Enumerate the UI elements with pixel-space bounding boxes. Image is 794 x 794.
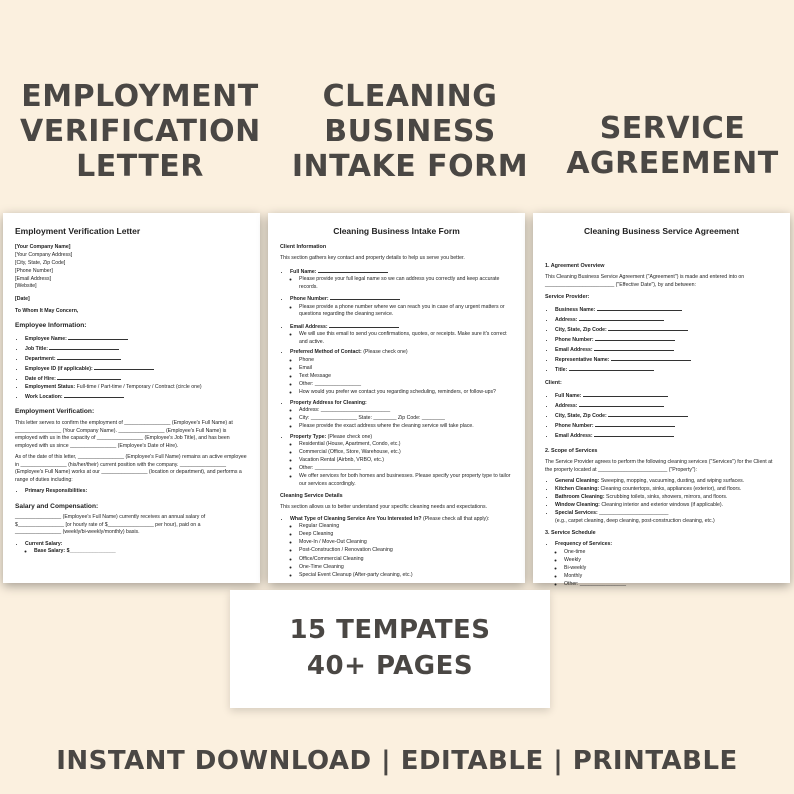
- list-item: ◦ Regular Cleaning: [299, 523, 513, 531]
- list-item: [555, 391, 778, 401]
- field-label: Employee ID (if applicable):: [25, 365, 93, 372]
- address-line: [Your Company Name]: [15, 244, 71, 251]
- list-item: [555, 305, 778, 315]
- list-item: [555, 315, 778, 325]
- list-item: ◦ Other: ________________: [564, 581, 778, 589]
- list-item: [555, 411, 778, 421]
- heading-line: CLEANING: [322, 79, 498, 114]
- field-text: Cleaning interior and exterior windows (if applicable).: [599, 502, 724, 509]
- heading-line: BUSINESS: [324, 113, 496, 149]
- section-heading: Employment Verification:: [15, 408, 95, 416]
- list-item: [555, 541, 778, 588]
- field-label: Email Address:: [555, 432, 593, 439]
- fill-line: [68, 334, 128, 340]
- field-label: Work Location:: [25, 393, 63, 400]
- list-item: ◦ Other: ________________: [299, 381, 513, 389]
- list-item: [25, 354, 248, 364]
- section-heading: Cleaning Service Details: [280, 493, 343, 500]
- field-label: Representative Name:: [555, 357, 610, 364]
- list-item: [555, 502, 778, 510]
- field-label: Special Services:: [555, 510, 598, 517]
- document-title: Cleaning Business Intake Form: [333, 226, 460, 236]
- field-label: Employment Status:: [25, 383, 76, 390]
- list-item: [25, 541, 248, 556]
- list-item: • Primary Responsibilities:: [25, 488, 248, 496]
- heading-line: EMPLOYMENT: [21, 79, 259, 114]
- section-heading: Client Information: [280, 244, 327, 251]
- field-label: Address:: [555, 402, 578, 409]
- field-label: Current Salary:: [25, 540, 63, 547]
- section-heading: Salary and Compensation:: [15, 502, 99, 510]
- list-item: ◦ Deep Cleaning: [299, 531, 513, 539]
- fill-line: [595, 421, 675, 427]
- document-preview-service-agreement: [533, 213, 790, 587]
- heading-line: VERIFICATION: [20, 113, 261, 149]
- list-item: [555, 401, 778, 411]
- list-item: ◦ Vacation Rental (Airbnb, VRBO, etc.): [299, 457, 513, 465]
- paragraph: The Service Provider agrees to perform the following cleaning services ("Services") for the Client at the property located at ________________________ ("Property"):: [545, 459, 773, 473]
- sub-list: [290, 304, 513, 319]
- provider-field-list: [545, 305, 778, 375]
- sub-list: [290, 407, 513, 431]
- list-item: ◦ Move-In / Move-Out Cleaning: [299, 539, 513, 547]
- list-item: [25, 374, 248, 384]
- heading-employment-verification-letter: [20, 80, 260, 184]
- fill-line: [594, 345, 674, 351]
- address-line: [City, State, Zip Code]: [15, 259, 66, 266]
- list-item: ◦ Address: ________________________: [299, 407, 513, 415]
- field-text: Scrubbing toilets, sinks, showers, mirrors, and floors.: [604, 494, 728, 501]
- list-item: [555, 494, 778, 502]
- list-item: ◦ City: ________________ State: ________ Zip Code: ________: [299, 415, 513, 423]
- list-item: [25, 384, 248, 392]
- sub-list: [290, 276, 513, 291]
- field-label: Business Name:: [555, 307, 596, 314]
- field-label: Email Address:: [555, 347, 593, 354]
- page-count-text: 40+ PAGES: [306, 651, 474, 681]
- template-count-text: 15 TEMPATES: [289, 615, 491, 645]
- list-item: ◦ Special Event Cleanup (After-party cleaning, etc.): [299, 572, 513, 580]
- field-label: What Type of Cleaning Service Are You Interested In?: [290, 515, 422, 522]
- field-label: Employee Name:: [25, 335, 67, 342]
- field-label: Full Name:: [555, 392, 582, 399]
- list-item: [555, 365, 778, 375]
- list-item: [555, 510, 778, 525]
- sub-list: [290, 523, 513, 579]
- document-preview-employment-letter: [3, 213, 260, 583]
- field-label: Department:: [25, 355, 56, 362]
- list-item: [290, 400, 513, 431]
- field-text: (Please check one): [326, 433, 373, 440]
- fill-line: [94, 364, 154, 370]
- document-title: Employment Verification Letter: [15, 226, 141, 236]
- fill-line: [594, 431, 674, 437]
- fill-line: [330, 294, 400, 300]
- list-item: [290, 434, 513, 489]
- sub-list: [25, 548, 248, 556]
- list-item: [25, 334, 248, 344]
- list-item: ◦ We offer services for both homes and businesses. Please specify your property type to tailor our services accordingly.: [299, 473, 513, 488]
- list-item: ◦ Base Salary: $________________: [34, 548, 248, 556]
- field-text: (Please check all that apply):: [421, 515, 490, 522]
- field-label: Email Address:: [290, 323, 328, 330]
- list-item: ◦ Commercial (Office, Store, Warehouse, etc.): [299, 449, 513, 457]
- responsibility-list: [15, 488, 248, 496]
- fill-line: [608, 411, 688, 417]
- fill-line: [57, 354, 121, 360]
- field-label: Phone Number:: [290, 296, 329, 303]
- fill-line: [611, 355, 691, 361]
- list-item: ◦ Office/Commercial Cleaning: [299, 556, 513, 564]
- heading-line: SERVICE: [599, 111, 746, 146]
- fill-line: [579, 315, 664, 321]
- field-label: Kitchen Cleaning:: [555, 486, 600, 493]
- list-item: ◦ Please provide the exact address where the cleaning service will take place.: [299, 423, 513, 431]
- section-heading: 3. Service Schedule: [545, 530, 596, 537]
- schedule-list: [545, 541, 778, 588]
- field-text: Sweeping, mopping, vacuuming, dusting, and wiping surfaces.: [599, 478, 745, 485]
- fill-line: [64, 392, 124, 398]
- paragraph: ________________ (Employee's Full Name) currently receives an annual salary of $________________ [or hourly rate of $________________ per hour), paid on a ________________ (weekly/bi-weekly/monthly) basis.: [15, 514, 206, 536]
- list-item: [555, 421, 778, 431]
- list-item: ◦ Residential (House, Apartment, Condo, etc.): [299, 441, 513, 449]
- section-heading: Employee Information:: [15, 322, 87, 330]
- fill-line: [49, 344, 119, 350]
- field-label: City, State, Zip Code:: [555, 327, 607, 334]
- list-item: [25, 364, 248, 374]
- list-item: [290, 349, 513, 396]
- field-label: Frequency of Services:: [555, 541, 613, 548]
- fill-line: [318, 267, 388, 273]
- address-line: [Website]: [15, 283, 37, 290]
- list-item: [555, 355, 778, 365]
- list-item: [555, 486, 778, 494]
- field-text: ________________________: [597, 510, 669, 517]
- list-item: [555, 431, 778, 441]
- list-item: ◦ Email: [299, 365, 513, 373]
- heading-line: AGREEMENT: [566, 145, 779, 181]
- field-label: Address:: [555, 317, 578, 324]
- list-item: ◦ Weekly: [564, 557, 778, 565]
- field-text: Cleaning countertops, sinks, appliances (exterior), and floors.: [599, 486, 742, 493]
- list-item: ◦ Post-Construction / Renovation Cleaning: [299, 547, 513, 555]
- list-item: ◦ Bi-weekly: [564, 565, 778, 573]
- party-label: Service Provider:: [545, 294, 590, 301]
- field-label: General Cleaning:: [555, 478, 600, 485]
- list-item: [290, 294, 513, 319]
- service-type-list: [280, 516, 513, 579]
- address-line: [Your Company Address]: [15, 252, 73, 259]
- salutation: To Whom It May Concern,: [15, 307, 79, 314]
- paragraph: This letter serves to confirm the employment of ________________ (Employee's Full Name) at ________________ (Your Company Name). ________________ (Employee's Full Name) is employed with us in the capacity of ________________ (Employee's Job Title), and has been employed with us since ________________ (Employee's Date of Hire).: [15, 419, 233, 449]
- field-label: Full Name:: [290, 268, 317, 275]
- fill-line: [583, 391, 668, 397]
- sub-list: [555, 549, 778, 589]
- paragraph: As of the date of this letter, ________________ (Employee's Full Name) remains an active employee in ________________ (his/her/their) current position with the company. ________________ (Employee's Full Name) works at our ________________ (location or department), and performs a range of duties including:: [15, 454, 247, 483]
- field-label: Preferred Method of Contact:: [290, 349, 362, 356]
- field-label: Phone Number:: [555, 337, 594, 344]
- heading-cleaning-intake-form: [290, 80, 530, 184]
- list-item: [290, 267, 513, 292]
- field-label: Date of Hire:: [25, 375, 56, 382]
- section-heading: 2. Scope of Services: [545, 448, 598, 455]
- field-label: Window Cleaning:: [555, 502, 600, 509]
- document-preview-intake-form: [268, 213, 525, 583]
- services-list: [545, 478, 778, 525]
- fill-line: [579, 401, 664, 407]
- paragraph: This Cleaning Business Service Agreement ("Agreement") is made and entered into on ________________________ ("Effective Date"), by and between:: [545, 274, 745, 288]
- list-item: [290, 322, 513, 347]
- list-item: [25, 392, 248, 402]
- list-item: ◦ Text Message: [299, 373, 513, 381]
- list-item: ◦ We will use this email to send you confirmations, quotes, or receipts. Make sure it's correct and active.: [299, 331, 513, 346]
- footer-tagline: INSTANT DOWNLOAD | EDITABLE | PRINTABLE: [56, 746, 738, 776]
- field-label: Bathroom Cleaning:: [555, 494, 605, 501]
- field-note: (e.g., carpet cleaning, deep cleaning, post-construction cleaning, etc.): [555, 517, 715, 524]
- list-item: ◦ One-Time Cleaning: [299, 564, 513, 572]
- heading-line: LETTER: [76, 148, 204, 184]
- fill-line: [597, 305, 682, 311]
- list-item: ◦ Please provide a phone number where we can reach you in case of any urgent matters or questions regarding the cleaning service.: [299, 304, 513, 319]
- client-field-list: [545, 391, 778, 441]
- field-text: (Please check one): [361, 349, 408, 356]
- paragraph: This section gathers key contact and property details to help us serve you better.: [280, 255, 465, 262]
- field-text: Full-time / Part-time / Temporary / Contract (circle one): [75, 383, 202, 390]
- section-heading: 1. Agreement Overview: [545, 263, 605, 270]
- list-item: [290, 516, 513, 579]
- list-item: [555, 335, 778, 345]
- address-line: [Email Address]: [15, 275, 52, 282]
- salary-list: [15, 541, 248, 556]
- sub-list: [290, 331, 513, 346]
- list-item: [25, 344, 248, 354]
- field-label: City, State, Zip Code:: [555, 412, 607, 419]
- list-item: [555, 478, 778, 486]
- list-item: ◦ Monthly: [564, 573, 778, 581]
- list-item: [555, 345, 778, 355]
- sub-list: [290, 357, 513, 397]
- fill-line: [57, 374, 121, 380]
- client-field-list: [280, 267, 513, 489]
- fill-line: [608, 325, 688, 331]
- field-label: Property Type:: [290, 433, 327, 440]
- fill-line: [595, 335, 675, 341]
- list-item: ◦ How would you prefer we contact you regarding scheduling, reminders, or follow-ups?: [299, 389, 513, 397]
- fill-line: [569, 365, 654, 371]
- heading-line: INTAKE FORM: [291, 148, 529, 184]
- heading-service-agreement: [560, 112, 785, 182]
- document-title: Cleaning Business Service Agreement: [583, 226, 740, 236]
- field-label: Property Address for Cleaning:: [290, 399, 367, 406]
- list-item: ◦ Please provide your full legal name so we can address you correctly and keep accurate records.: [299, 276, 513, 291]
- fill-line: [329, 322, 399, 328]
- list-item: ◦ Other: ________________: [299, 465, 513, 473]
- party-label: Client:: [545, 379, 562, 386]
- paragraph: This section allows us to better understand your specific cleaning needs and expectations.: [280, 504, 488, 511]
- sub-list: [290, 441, 513, 488]
- list-item: [555, 325, 778, 335]
- list-item: ◦ Phone: [299, 357, 513, 365]
- template-count-box: [230, 590, 550, 708]
- date-placeholder: [Date]: [15, 296, 30, 303]
- field-label: Phone Number:: [555, 422, 594, 429]
- field-label: Title:: [555, 367, 568, 374]
- field-label: Job Title:: [25, 345, 48, 352]
- list-item: ◦ One-time: [564, 549, 778, 557]
- address-line: [Phone Number]: [15, 267, 53, 274]
- company-address-block: [15, 244, 248, 291]
- employee-field-list: [15, 334, 248, 402]
